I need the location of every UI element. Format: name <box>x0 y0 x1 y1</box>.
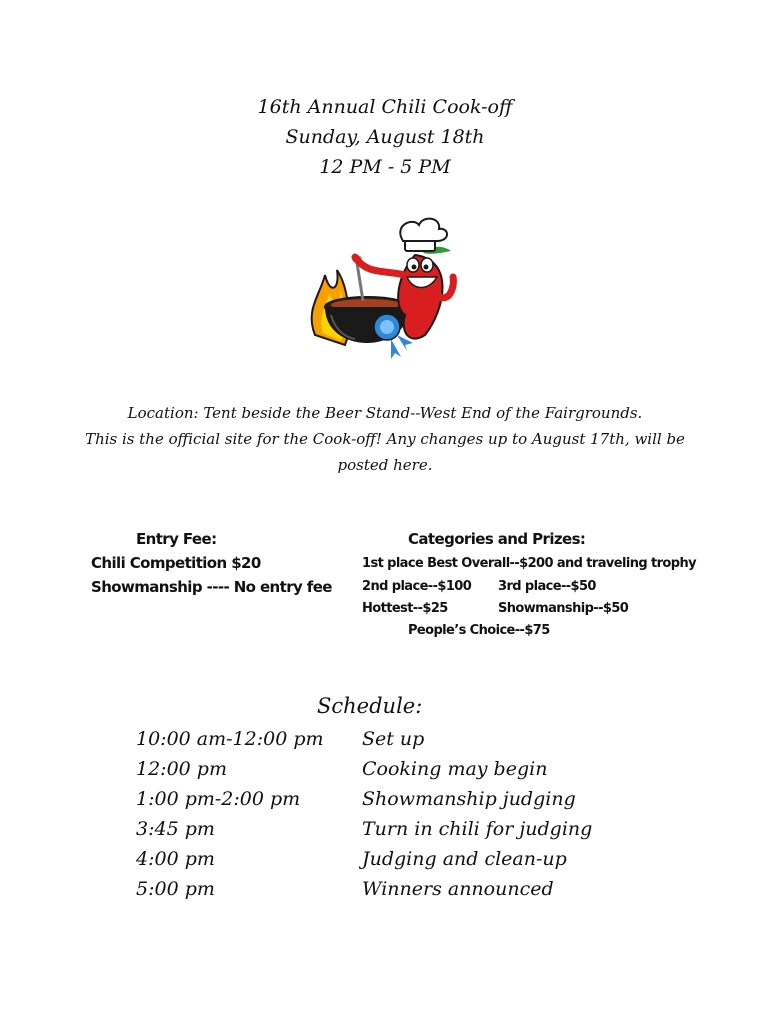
entry-fee-heading: Entry Fee: <box>136 530 217 548</box>
schedule-table <box>136 724 622 904</box>
event-title: 16th Annual Chili Cook-off <box>257 96 513 118</box>
prize-item: People’s Choice--$75 <box>408 623 550 638</box>
event-header <box>0 92 770 182</box>
schedule-event: Cooking may begin <box>362 758 548 780</box>
schedule-event: Turn in chili for judging <box>362 818 593 840</box>
schedule-time: 1:00 pm-2:00 pm <box>136 788 301 810</box>
prize-item: Hottest--$25 <box>362 601 448 616</box>
schedule-event: Judging and clean-up <box>362 848 567 870</box>
location-block <box>60 400 710 478</box>
schedule-row <box>136 724 622 754</box>
fee-item: Showmanship ---- No entry fee <box>91 578 332 596</box>
schedule-event: Set up <box>362 728 425 750</box>
event-date: Sunday, August 18th <box>285 126 485 148</box>
schedule-title: Schedule: <box>317 694 423 718</box>
schedule-time: 4:00 pm <box>136 848 215 870</box>
event-time: 12 PM - 5 PM <box>319 156 451 178</box>
prize-item: 2nd place--$100 <box>362 579 472 594</box>
location-note-line: posted here. <box>337 456 433 474</box>
schedule-row <box>136 874 622 904</box>
chili-pepper-chef-icon <box>305 215 465 365</box>
prize-item: 1st place Best Overall--$200 and traveling trophy <box>362 556 696 571</box>
prize-item: Showmanship--$50 <box>498 601 629 616</box>
location-line: Location: Tent beside the Beer Stand--West End of the Fairgrounds. <box>127 404 643 422</box>
schedule-time: 10:00 am-12:00 pm <box>136 728 324 750</box>
schedule-event: Winners announced <box>362 878 554 900</box>
schedule-time: 5:00 pm <box>136 878 215 900</box>
schedule-row <box>136 754 622 784</box>
schedule-row <box>136 814 622 844</box>
schedule-time: 3:45 pm <box>136 818 215 840</box>
schedule-event: Showmanship judging <box>362 788 576 810</box>
fee-item: Chili Competition $20 <box>91 554 261 572</box>
prize-item: 3rd place--$50 <box>498 579 596 594</box>
categories-heading: Categories and Prizes: <box>408 530 586 548</box>
schedule-time: 12:00 pm <box>136 758 227 780</box>
schedule-row <box>136 784 622 814</box>
schedule-row <box>136 844 622 874</box>
location-note-line: This is the official site for the Cook-off! Any changes up to August 17th, will be <box>85 430 685 448</box>
